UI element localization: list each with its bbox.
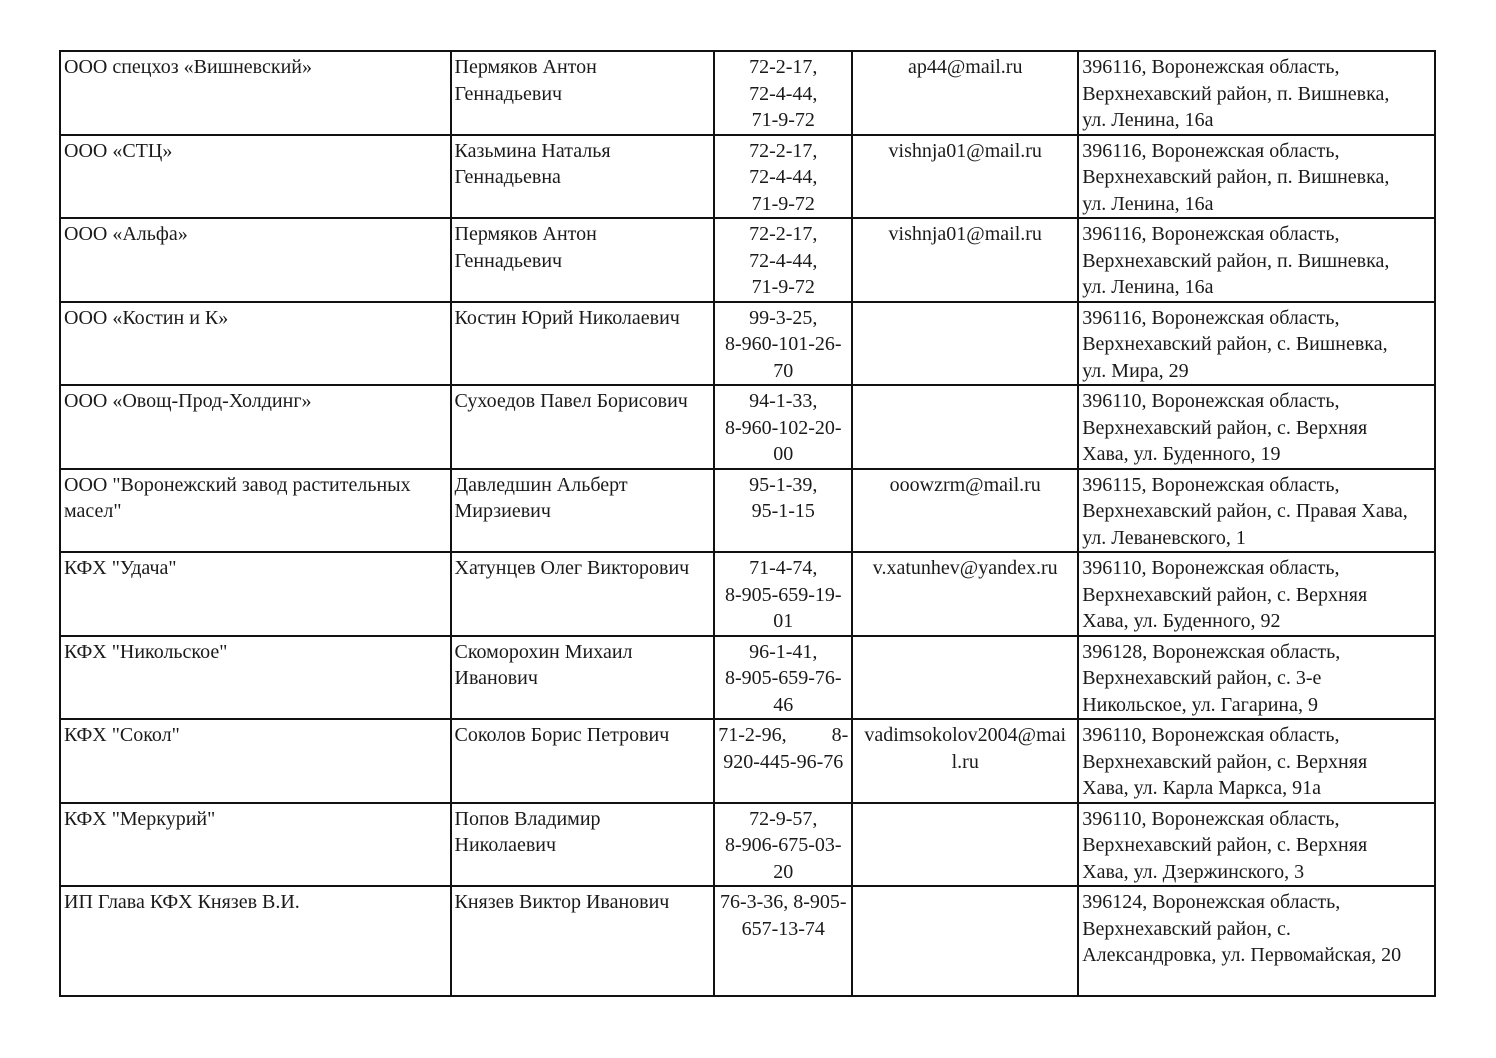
table-row bbox=[60, 135, 1435, 219]
organization-cell bbox=[60, 135, 451, 219]
contact-person-cell bbox=[451, 385, 715, 469]
phone-number: 95-1-39, bbox=[749, 473, 818, 496]
organization-name: КФХ "Сокол" bbox=[64, 724, 180, 746]
phone-cell bbox=[714, 218, 852, 302]
address-line: 396124, Воронежская область, bbox=[1082, 891, 1341, 913]
contact-person-cell bbox=[451, 552, 715, 636]
address-line: 396116, Воронежская область, bbox=[1082, 56, 1340, 78]
address-line: Верхнехавский район, с. bbox=[1082, 917, 1291, 940]
contacts-table-body bbox=[60, 51, 1435, 996]
address-line: Хава, ул. Буденного, 19 bbox=[1082, 443, 1281, 465]
email-cell bbox=[852, 719, 1078, 803]
phone-number: 72-2-17, bbox=[749, 139, 818, 162]
phone-number: 72-4-44, bbox=[749, 82, 818, 105]
phone-line bbox=[718, 722, 848, 749]
phone-number: 01 bbox=[773, 610, 794, 632]
phone-cell bbox=[714, 886, 852, 996]
contact-person-cell bbox=[451, 636, 715, 720]
contact-person-name: Давледшин Альберт bbox=[454, 473, 628, 496]
contact-person-name: Геннадьевич bbox=[454, 82, 563, 105]
phone-number: 95-1-15 bbox=[751, 500, 815, 522]
contact-person-cell bbox=[451, 51, 715, 135]
contact-person-name: Николаевич bbox=[454, 834, 557, 856]
organization-name: ООО «Альфа» bbox=[64, 223, 188, 245]
contact-person-name: Пермяков Антон bbox=[454, 56, 597, 78]
address-cell bbox=[1078, 135, 1435, 219]
organization-cell bbox=[60, 469, 451, 553]
address-line: 396110, Воронежская область, bbox=[1082, 807, 1340, 830]
contact-person-name: Геннадьевич bbox=[454, 249, 563, 272]
phone-number: 920-445-96-76 bbox=[723, 750, 844, 773]
phone-number: 46 bbox=[773, 693, 794, 716]
organization-name: масел" bbox=[64, 500, 122, 522]
contact-person-cell bbox=[451, 803, 715, 887]
phone-number: 20 bbox=[773, 860, 794, 883]
contact-person-name: Костин Юрий Николаевич bbox=[454, 306, 680, 329]
phone-number: 71-9-72 bbox=[751, 192, 815, 215]
address-line: Верхнехавский район, с. Верхняя bbox=[1082, 583, 1368, 606]
address-line: Хава, ул. Буденного, 92 bbox=[1082, 610, 1281, 632]
phone-cell bbox=[714, 469, 852, 553]
address-cell bbox=[1078, 469, 1435, 553]
phone-number: 94-1-33, bbox=[749, 390, 818, 412]
contact-person-name: Пермяков Антон bbox=[454, 223, 597, 245]
contact-person-cell bbox=[451, 135, 715, 219]
address-line: Верхнехавский район, с. 3-е bbox=[1082, 667, 1322, 689]
address-line: 396128, Воронежская область, bbox=[1082, 640, 1341, 663]
table-row bbox=[60, 51, 1435, 135]
email-address: ap44@mail.ru bbox=[907, 56, 1023, 78]
address-line: Верхнехавский район, п. Вишневка, bbox=[1082, 166, 1390, 188]
organization-cell bbox=[60, 385, 451, 469]
table-row bbox=[60, 552, 1435, 636]
organization-name: КФХ "Никольское" bbox=[64, 640, 228, 663]
table-row bbox=[60, 218, 1435, 302]
table-row bbox=[60, 469, 1435, 553]
phone-number: 8-905-659-19- bbox=[724, 583, 842, 606]
email-address: vishnja01@mail.ru bbox=[888, 139, 1042, 162]
contact-person-name: Сухоедов Павел Борисович bbox=[454, 390, 688, 412]
address-cell bbox=[1078, 886, 1435, 996]
organization-cell bbox=[60, 552, 451, 636]
email-cell bbox=[852, 385, 1078, 469]
contact-person-name: Мирзиевич bbox=[454, 500, 551, 522]
address-cell bbox=[1078, 719, 1435, 803]
contacts-table bbox=[59, 50, 1436, 997]
organization-name: ИП Глава КФХ Князев В.И. bbox=[64, 891, 300, 913]
phone-number: 72-4-44, bbox=[749, 166, 818, 188]
table-row bbox=[60, 385, 1435, 469]
phone-number: 8-960-102-20- bbox=[724, 416, 842, 439]
phone-number: 657-13-74 bbox=[741, 917, 825, 940]
contact-person-name: Князев Виктор Иванович bbox=[454, 891, 670, 913]
address-line: Верхнехавский район, п. Вишневка, bbox=[1082, 82, 1390, 105]
address-line: Хава, ул. Карла Маркса, 91а bbox=[1082, 777, 1321, 799]
contact-person-cell bbox=[451, 886, 715, 996]
address-cell bbox=[1078, 803, 1435, 887]
address-line: Александровка, ул. Первомайская, 20 bbox=[1082, 944, 1402, 966]
phone-cell bbox=[714, 135, 852, 219]
address-line: 396116, Воронежская область, bbox=[1082, 306, 1340, 329]
email-address: ooowzrm@mail.ru bbox=[889, 473, 1041, 496]
contact-person-cell bbox=[451, 719, 715, 803]
address-line: 396116, Воронежская область, bbox=[1082, 223, 1340, 245]
email-address: l.ru bbox=[951, 750, 979, 773]
phone-cell bbox=[714, 51, 852, 135]
phone-number: 8-960-101-26- bbox=[724, 333, 842, 355]
organization-name: ООО «Костин и К» bbox=[64, 306, 229, 329]
address-cell bbox=[1078, 552, 1435, 636]
contact-person-cell bbox=[451, 469, 715, 553]
contact-person-name: Хатунцев Олег Викторович bbox=[454, 557, 690, 579]
address-line: 396110, Воронежская область, bbox=[1082, 557, 1340, 579]
email-address: vishnja01@mail.ru bbox=[888, 223, 1042, 245]
table-row bbox=[60, 302, 1435, 386]
email-cell bbox=[852, 636, 1078, 720]
email-cell bbox=[852, 469, 1078, 553]
phone-cell bbox=[714, 552, 852, 636]
contact-person-name: Геннадьевна bbox=[454, 166, 561, 188]
email-cell bbox=[852, 803, 1078, 887]
email-cell bbox=[852, 218, 1078, 302]
contact-person-name: Иванович bbox=[454, 667, 538, 689]
address-line: 396110, Воронежская область, bbox=[1082, 724, 1340, 746]
address-line: Никольское, ул. Гагарина, 9 bbox=[1082, 693, 1318, 716]
phone-cell bbox=[714, 302, 852, 386]
organization-name: ООО «Овощ-Прод-Холдинг» bbox=[64, 390, 312, 412]
phone-number: 72-2-17, bbox=[749, 56, 818, 78]
email-cell bbox=[852, 135, 1078, 219]
phone-number: 71-9-72 bbox=[751, 276, 815, 298]
phone-number: 70 bbox=[773, 359, 794, 382]
phone-number: 76-3-36, 8-905- bbox=[719, 891, 847, 913]
organization-cell bbox=[60, 51, 451, 135]
address-line: ул. Ленина, 16а bbox=[1082, 192, 1214, 215]
phone-part: 71-2-96, bbox=[718, 724, 787, 746]
phone-number: 72-2-17, bbox=[749, 223, 818, 245]
email-address: v.xatunhev@yandex.ru bbox=[872, 557, 1058, 579]
address-line: Верхнехавский район, с. Вишневка, bbox=[1082, 333, 1388, 355]
phone-number: 8-906-675-03- bbox=[724, 834, 842, 856]
email-cell bbox=[852, 886, 1078, 996]
address-line: Хава, ул. Дзержинского, 3 bbox=[1082, 860, 1305, 883]
organization-cell bbox=[60, 218, 451, 302]
email-address: vadimsokolov2004@mai bbox=[864, 724, 1067, 746]
email-cell bbox=[852, 302, 1078, 386]
organization-name: ООО «СТЦ» bbox=[64, 139, 173, 162]
phone-number: 72-9-57, bbox=[749, 807, 818, 830]
contact-person-name: Соколов Борис Петрович bbox=[454, 724, 670, 746]
organization-cell bbox=[60, 803, 451, 887]
phone-number: 72-4-44, bbox=[749, 249, 818, 272]
address-line: 396110, Воронежская область, bbox=[1082, 390, 1340, 412]
phone-cell bbox=[714, 719, 852, 803]
address-cell bbox=[1078, 302, 1435, 386]
table-row bbox=[60, 886, 1435, 996]
contact-person-cell bbox=[451, 218, 715, 302]
organization-name: КФХ "Удача" bbox=[64, 557, 177, 579]
organization-cell bbox=[60, 302, 451, 386]
organization-name: ООО спецхоз «Вишневский» bbox=[64, 56, 312, 78]
table-row bbox=[60, 803, 1435, 887]
contact-person-name: Попов Владимир bbox=[454, 807, 601, 830]
organization-name: ООО "Воронежский завод растительных bbox=[64, 473, 411, 496]
phone-number: 71-9-72 bbox=[751, 109, 815, 131]
contact-person-name: Скоморохин Михаил bbox=[454, 640, 633, 663]
address-cell bbox=[1078, 385, 1435, 469]
table-row bbox=[60, 719, 1435, 803]
address-cell bbox=[1078, 636, 1435, 720]
phone-number: 96-1-41, bbox=[749, 640, 818, 663]
address-line: 396115, Воронежская область, bbox=[1082, 473, 1340, 496]
address-line: Верхнехавский район, с. Верхняя bbox=[1082, 834, 1368, 856]
phone-cell bbox=[714, 636, 852, 720]
address-cell bbox=[1078, 218, 1435, 302]
organization-cell bbox=[60, 719, 451, 803]
phone-number: 71-4-74, bbox=[749, 557, 818, 579]
address-line: Верхнехавский район, с. Верхняя bbox=[1082, 750, 1368, 773]
address-line: Верхнехавский район, п. Вишневка, bbox=[1082, 249, 1390, 272]
phone-cell bbox=[714, 803, 852, 887]
organization-name: КФХ "Меркурий" bbox=[64, 807, 216, 830]
phone-number: 99-3-25, bbox=[749, 306, 818, 329]
address-line: Верхнехавский район, с. Правая Хава, bbox=[1082, 500, 1408, 522]
contact-person-name: Казьмина Наталья bbox=[454, 139, 611, 162]
address-cell bbox=[1078, 51, 1435, 135]
organization-cell bbox=[60, 636, 451, 720]
phone-cell bbox=[714, 385, 852, 469]
address-line: ул. Мира, 29 bbox=[1082, 359, 1189, 382]
address-line: ул. Леваневского, 1 bbox=[1082, 526, 1246, 549]
address-line: 396116, Воронежская область, bbox=[1082, 139, 1340, 162]
phone-number: 8-905-659-76- bbox=[724, 667, 842, 689]
table-row bbox=[60, 636, 1435, 720]
address-line: Верхнехавский район, с. Верхняя bbox=[1082, 416, 1368, 439]
organization-cell bbox=[60, 886, 451, 996]
phone-part: 8- bbox=[831, 724, 849, 746]
address-line: ул. Ленина, 16а bbox=[1082, 109, 1214, 131]
contact-person-cell bbox=[451, 302, 715, 386]
address-line: ул. Ленина, 16а bbox=[1082, 276, 1214, 298]
phone-number: 00 bbox=[773, 443, 794, 465]
email-cell bbox=[852, 552, 1078, 636]
email-cell bbox=[852, 51, 1078, 135]
